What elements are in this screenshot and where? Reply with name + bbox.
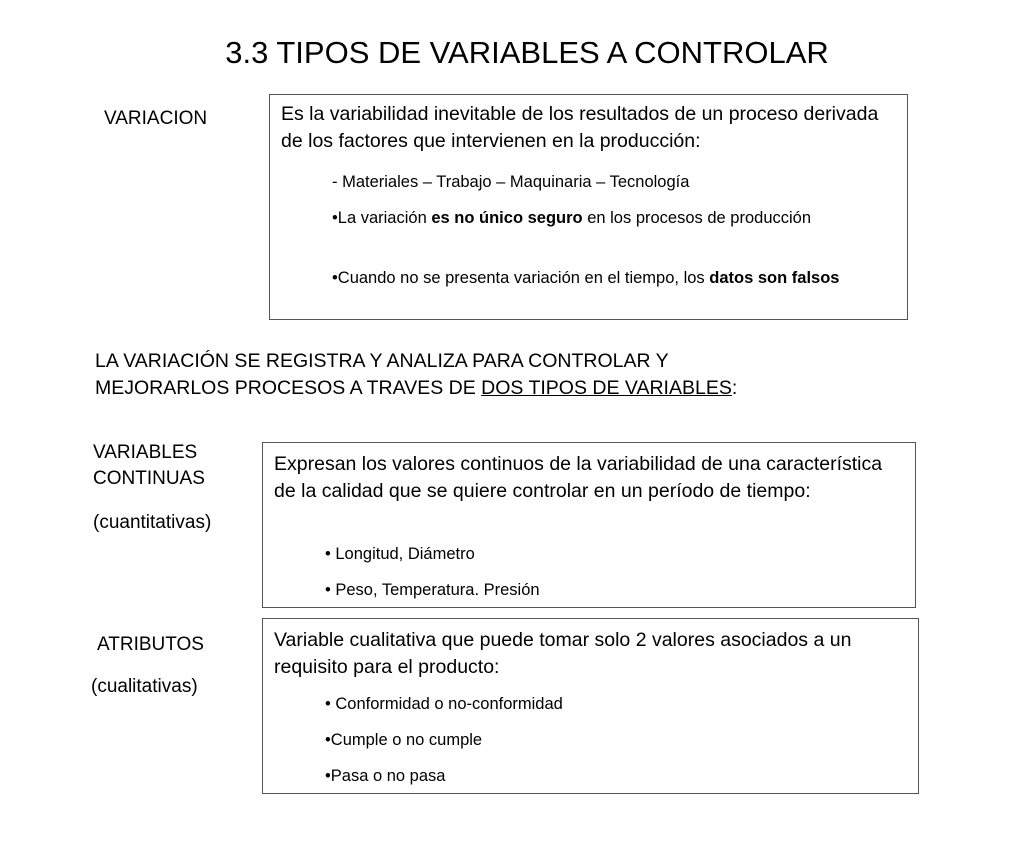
continuas-label-sub: (cuantitativas) [93,512,212,533]
atributos-box [262,618,919,794]
continuas-definition: Expresan los valores continuos de la variabilidad de una característica de la calidad que se quiere controlar en un período de tiempo: [274,453,883,502]
atributos-bullet-passes: •Pasa o no pasa [325,767,446,785]
section-heading-line2-pre: MEJORARLOS PROCESOS A TRAVES DE [95,377,482,399]
section-heading [95,348,955,402]
variacion-definition: Es la variabilidad inevitable de los resultados de un proceso derivada de los factores que intervienen en la producción: [281,103,879,152]
variacion-bullet2-pre: •La variación [332,209,432,227]
variacion-bullet-variation [332,207,852,230]
variacion-bullet-factors: - Materiales – Trabajo – Maquinaria – Tecnología [332,173,690,191]
page-title: 3.3 TIPOS DE VARIABLES A CONTROLAR [225,35,829,70]
atributos-definition: Variable cualitativa que puede tomar solo 2 valores asociados a un requisito para el producto: [274,629,852,678]
atributos-bullet-conformity: • Conformidad o no-conformidad [325,695,563,713]
variacion-bullet-false-data [332,267,892,290]
section-heading-line2 [95,375,955,402]
section-heading-line2-post: : [731,377,738,399]
continuas-label-line2: CONTINUAS [93,468,205,489]
atributos-label-sub: (cualitativas) [91,676,198,697]
variacion-bullet2-post: en los procesos de producción [582,209,812,227]
section-heading-line1: LA VARIACIÓN SE REGISTRA Y ANALIZA PARA CONTROLAR Y [95,350,669,372]
continuas-label-line1: VARIABLES [93,442,198,463]
atributos-label: ATRIBUTOS [97,634,204,655]
variacion-bullet3-bold: datos son falsos [709,269,840,287]
continuas-bullet-length: • Longitud, Diámetro [325,545,475,563]
continuas-box [262,442,916,608]
section-heading-underlined: DOS TIPOS DE VARIABLES [481,377,732,399]
variacion-box [269,94,908,320]
atributos-bullet-complies: •Cumple o no cumple [325,731,483,749]
variacion-bullet3-pre: •Cuando no se presenta variación en el tiempo, los [332,269,710,287]
variacion-bullet2-bold: es no único seguro [431,209,583,227]
variacion-label: VARIACION [104,108,208,129]
continuas-bullet-weight: • Peso, Temperatura. Presión [325,581,540,599]
